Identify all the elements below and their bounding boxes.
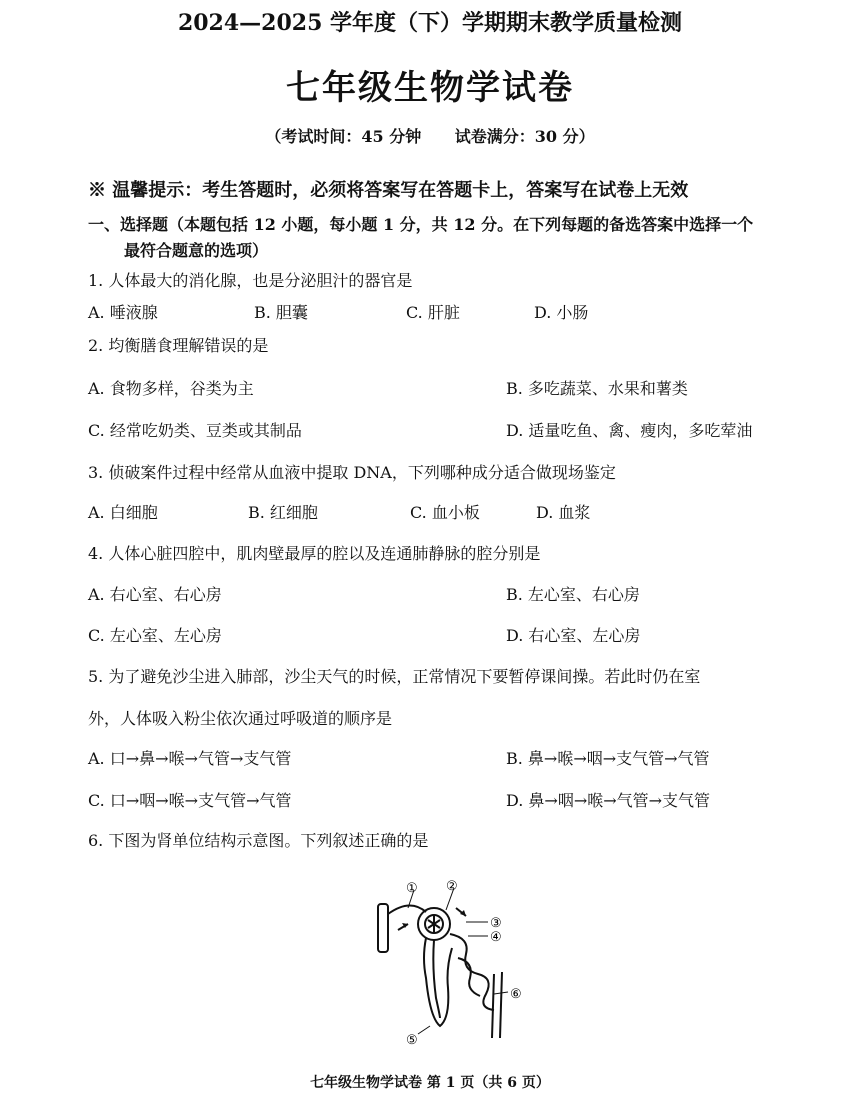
question-5-option-c: C. 口→咽→喉→支气管→气管 xyxy=(88,791,292,810)
question-1-option-d: D. 小肠 xyxy=(534,303,589,322)
exam-info xyxy=(0,124,860,147)
question-2-option-b: B. 多吃蔬菜、水果和薯类 xyxy=(506,379,688,398)
exam-time: （考试时间：45 分钟 xyxy=(265,127,422,146)
question-2-stem: 2. 均衡膳食理解错误的是 xyxy=(88,336,269,355)
question-3-option-d: D. 血浆 xyxy=(536,503,591,522)
diagram-label-4: ④ xyxy=(490,930,502,945)
question-3-stem: 3. 侦破案件过程中经常从血液中提取 DNA，下列哪种成分适合做现场鉴定 xyxy=(88,463,616,482)
question-2-option-a: A. 食物多样，谷类为主 xyxy=(88,379,254,398)
section-title-cont: 最符合题意的选项） xyxy=(124,241,269,260)
diagram-label-6: ⑥ xyxy=(510,987,522,1002)
question-3-option-a: A. 白细胞 xyxy=(88,503,158,522)
question-1-option-a: A. 唾液腺 xyxy=(88,303,158,322)
question-5-stem-cont: 外，人体吸入粉尘依次通过呼吸道的顺序是 xyxy=(88,709,393,728)
question-6-stem: 6. 下图为肾单位结构示意图。下列叙述正确的是 xyxy=(88,831,429,850)
paper-title: 七年级生物学试卷 xyxy=(286,68,574,108)
question-4-stem: 4. 人体心脏四腔中，肌肉壁最厚的腔以及连通肺静脉的腔分别是 xyxy=(88,544,541,563)
question-1-option-c: C. 肝脏 xyxy=(406,303,460,322)
question-2-option-c: C. 经常吃奶类、豆类或其制品 xyxy=(88,421,302,440)
exam-score: 试卷满分：30 分） xyxy=(454,127,595,146)
question-4-option-d: D. 右心室、左心房 xyxy=(506,626,641,645)
question-5-option-d: D. 鼻→咽→喉→气管→支气管 xyxy=(506,791,711,810)
page-footer: 七年级生物学试卷 第 1 页（共 6 页） xyxy=(310,1075,550,1091)
question-2-option-d: D. 适量吃鱼、禽、瘦肉，多吃荤油 xyxy=(506,421,753,440)
question-3-option-c: C. 血小板 xyxy=(410,503,480,522)
question-4-option-b: B. 左心室、右心房 xyxy=(506,585,640,604)
diagram-label-5: ⑤ xyxy=(406,1033,418,1048)
notice: ※ 温馨提示：考生答题时，必须将答案写在答题卡上，答案写在试卷上无效 xyxy=(88,180,689,201)
question-5-option-b: B. 鼻→喉→咽→支气管→气管 xyxy=(506,749,710,768)
question-5-stem: 5. 为了避免沙尘进入肺部，沙尘天气的时候，正常情况下要暂停课间操。若此时仍在室 xyxy=(88,667,701,686)
question-4-option-c: C. 左心室、左心房 xyxy=(88,626,222,645)
exam-header: 2024—2025 学年度（下）学期期末教学质量检测 xyxy=(177,10,683,36)
question-3-option-b: B. 红细胞 xyxy=(248,503,318,522)
nephron-diagram xyxy=(370,878,530,1048)
diagram-label-2: ② xyxy=(446,879,458,894)
diagram-label-1: ① xyxy=(406,881,418,896)
question-1-stem: 1. 人体最大的消化腺，也是分泌胆汁的器官是 xyxy=(88,271,413,290)
question-1-option-b: B. 胆囊 xyxy=(254,303,308,322)
question-4-option-a: A. 右心室、右心房 xyxy=(88,585,222,604)
question-5-option-a: A. 口→鼻→喉→气管→支气管 xyxy=(88,749,292,768)
section-title: 一、选择题（本题包括 12 小题，每小题 1 分，共 12 分。在下列每题的备选答案中选择一个 xyxy=(88,215,754,234)
diagram-label-3: ③ xyxy=(490,916,502,931)
